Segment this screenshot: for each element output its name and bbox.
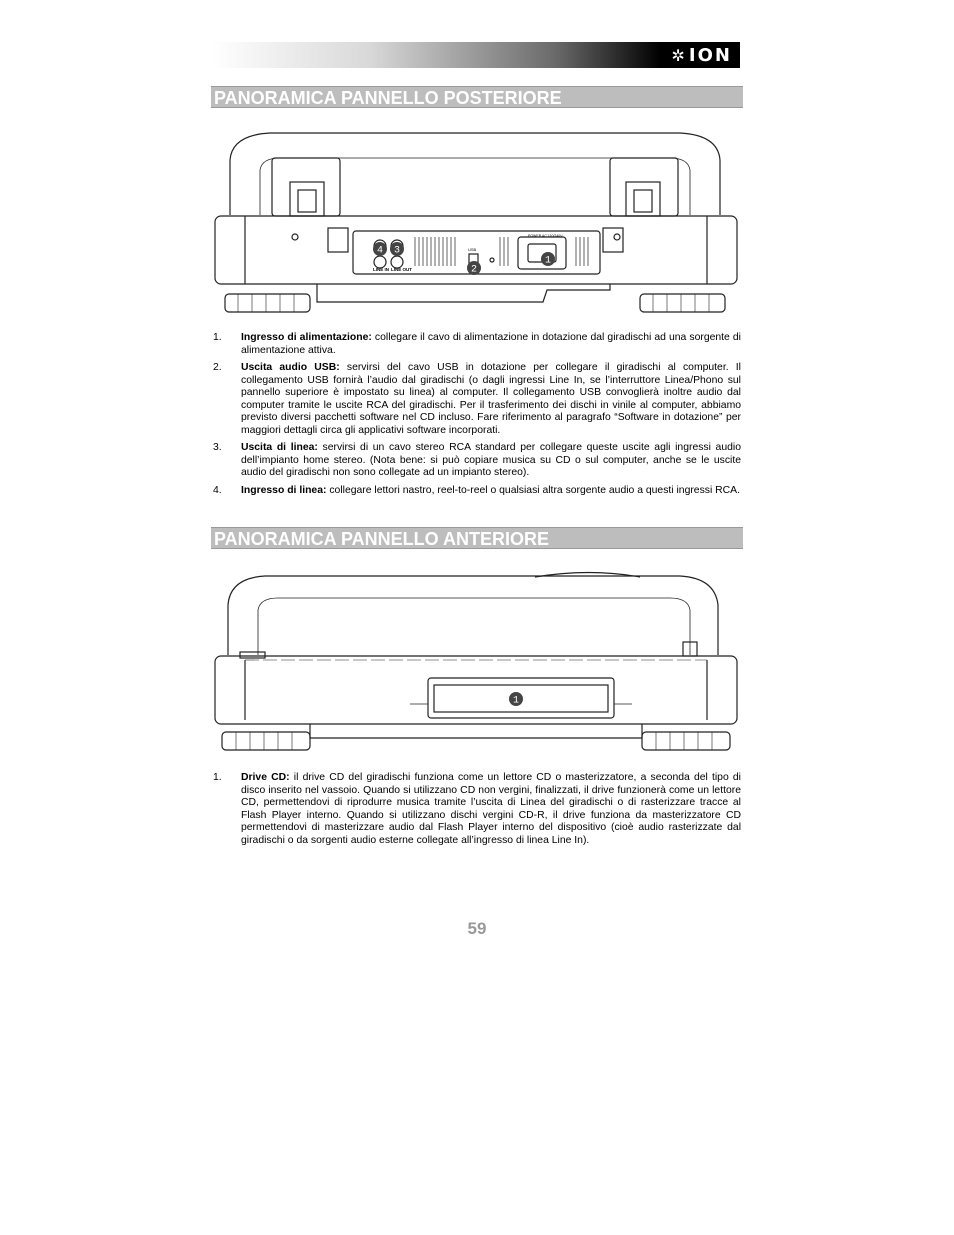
svg-text:3: 3: [393, 245, 401, 257]
page-number: 59: [467, 919, 487, 938]
svg-text:1: 1: [544, 255, 552, 267]
callout-2: [467, 261, 481, 276]
callout-4: [373, 242, 387, 257]
header-bar: [212, 42, 740, 68]
svg-text:2: 2: [470, 264, 478, 276]
line-out-label: LINE OUT: [391, 267, 412, 272]
rear-panel-illustration: [210, 130, 740, 315]
front-panel-title: PANORAMICA PANNELLO ANTERIORE: [211, 527, 743, 549]
callout-1: [509, 692, 523, 707]
list-item: 1. Ingresso di alimentazione: collegare il cavo di alimentazione in dotazione dal giradischi ad una sorgente di alimentazione attiva.: [213, 332, 741, 356]
list-item: 3. Uscita di linea: servirsi di un cavo stereo RCA standard per collegare queste uscite agli ingressi audio dell’impianto home stereo. (Nota bene: si può copiare musica su CD o sul computer, anche se le uscite audio del giradischi non sono collegate ad un impianto stereo).: [213, 442, 741, 478]
front-panel-illustration: [210, 570, 740, 755]
callout-1: [541, 252, 555, 267]
ion-star-icon: ✲: [671, 46, 687, 65]
ion-logo: [672, 45, 732, 66]
usb-label: USB: [468, 247, 477, 252]
list-item: 4. Ingresso di linea: collegare lettori nastro, reel-to-reel o qualsiasi altra sorgente audio a questi ingressi RCA.: [213, 484, 740, 496]
line-in-label: LINE IN: [373, 267, 390, 272]
callout-3: [390, 242, 404, 257]
list-item: 1. Drive CD: il drive CD del giradischi funziona come un lettore CD o masterizzatore, a seconda del tipo di disco inserito nel vassoio. Quando si utilizzano CD non vergini, finalizzati, il drive funzionerà come un lettore CD, permettendovi di riprodurre musica tramite l’uscita di Linea del giradischi o di rasterizzare tracce al Flash Player interno. Quando si utilizzano dischi vergini CD-R, il drive funziona da masterizzatore CD permettendovi di masterizzare audio dal Flash Player interno del dispositivo (cioè audio rasterizzate dal giradischi o da sorgenti audio esterne collegate all’ingresso di linea Line In).: [213, 772, 741, 846]
rear-panel-title: PANORAMICA PANNELLO POSTERIORE: [211, 86, 743, 108]
list-item: 2. Uscita audio USB: servirsi del cavo USB in dotazione per collegare il giradischi al computer. Il collegamento USB fornirà l’audio dal giradischi (o dagli ingressi Line In, se l’interruttore Linea/Phono sul pannello superiore è impostato su linea) al computer. Il collegamento USB convoglierà inoltre audio dal computer tramite le uscite RCA del giradischi. Per il trasferimento dei dischi in vinile al computer, abbiamo previsto diversi pacchetti software nel CD incluso. Fare riferimento al paragrafo “Software in dotazione” per maggiori dettagli circa gli applicativi software incorporati.: [213, 362, 741, 436]
logo-text: ION: [688, 45, 732, 66]
svg-text:4: 4: [376, 245, 384, 257]
svg-text:1: 1: [512, 695, 520, 707]
power-label: POWER AC 110/240V: [528, 234, 563, 238]
rear-panel-list: [213, 332, 741, 502]
front-panel-list: [213, 772, 741, 852]
